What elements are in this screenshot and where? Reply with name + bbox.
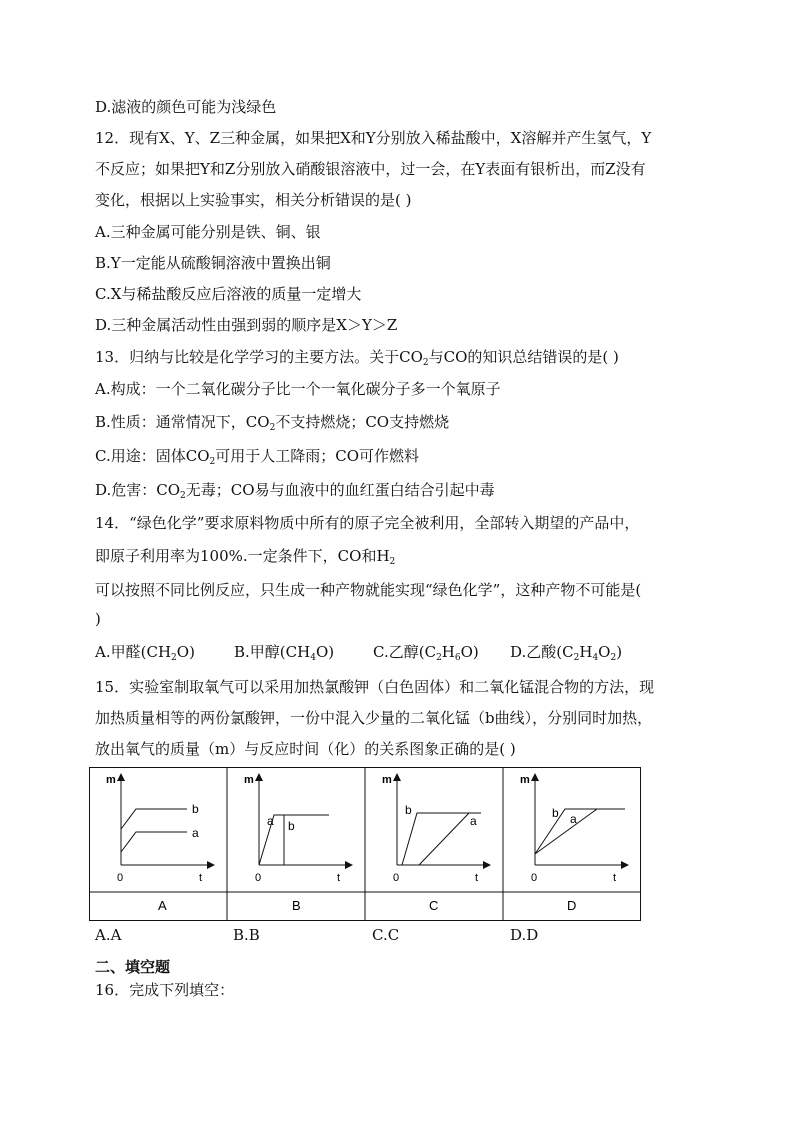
graph-caption-a: A bbox=[158, 898, 167, 913]
section-heading: 二、填空题 bbox=[95, 958, 171, 976]
series-label-a: a bbox=[470, 814, 477, 828]
option-d-q12: D.三种金属活动性由强到弱的顺序是X＞Y＞Z bbox=[95, 316, 398, 334]
graph-table-svg bbox=[89, 767, 641, 921]
graph-caption-d: D bbox=[567, 898, 577, 913]
question-12-text: 不反应；如果把Y和Z分别放入硝酸银溶液中，过一会，在Y表面有银析出，而Z没有 bbox=[95, 160, 646, 178]
co2-formula: $CO_2$ bbox=[185, 447, 216, 467]
option-b-q13: B.性质：通常情况下，$CO_2$不支持燃烧；CO支持燃烧 bbox=[95, 413, 450, 433]
origin-label: 0 bbox=[393, 872, 400, 884]
curve-b bbox=[121, 809, 187, 829]
graph-a bbox=[121, 777, 211, 865]
co2-formula: $CO_2$ bbox=[156, 481, 186, 501]
option-b-q14: B.甲醇$(CH_4O)$ bbox=[234, 643, 335, 663]
graph-table bbox=[89, 767, 641, 921]
co2-formula: $CO_2$ bbox=[399, 348, 429, 368]
x-axis-label: t bbox=[475, 872, 479, 884]
x-axis-label: t bbox=[337, 872, 341, 884]
question-14-text: ) bbox=[95, 610, 101, 628]
curve-a bbox=[535, 809, 597, 854]
option-d-q14: D.乙酸$(C_2H_4O_2)$ bbox=[510, 643, 623, 663]
co2-formula: $CO_2$ bbox=[245, 413, 276, 433]
option-b-q12: B.Y一定能从硫酸铜溶液中置换出铜 bbox=[95, 254, 331, 272]
question-12-text: 12．现有X、Y、Z三种金属，如果把X和Y分别放入稀盐酸中，X溶解并产生氢气，Y bbox=[95, 129, 652, 147]
curve-a bbox=[419, 813, 469, 865]
option-a-q12: A.三种金属可能分别是铁、铜、银 bbox=[95, 223, 321, 241]
question-12-text: 变化，根据以上实验事实，相关分析错误的是( ) bbox=[95, 191, 412, 209]
y-axis-label: m bbox=[382, 774, 392, 786]
series-label-b: b bbox=[552, 806, 559, 820]
option-a-q13: A.构成：一个二氧化碳分子比一个一氧化碳分子多一个氧原子 bbox=[95, 380, 501, 398]
h2-formula: $H_2$ bbox=[376, 547, 396, 567]
question-15-text: 放出氧气的质量（m）与反应时间（化）的关系图象正确的是( ) bbox=[95, 740, 516, 758]
question-14-text: 可以按照不同比例反应，只生成一种产物就能实现“绿色化学”，这种产物不可能是( bbox=[95, 581, 642, 599]
answer-option-d: D.D bbox=[510, 926, 539, 944]
series-label-a: a bbox=[570, 812, 577, 826]
x-axis-label: t bbox=[199, 872, 203, 884]
series-label-a: a bbox=[267, 814, 274, 828]
y-axis-label: m bbox=[244, 774, 254, 786]
series-label-b: b bbox=[192, 802, 199, 816]
origin-label: 0 bbox=[117, 872, 124, 884]
question-13-text: 13．归纳与比较是化学学习的主要方法。关于$CO_2$与CO的知识总结错误的是( ) bbox=[95, 348, 619, 368]
series-label-b: b bbox=[405, 803, 412, 817]
y-axis-label: m bbox=[520, 774, 530, 786]
question-14-text: 即原子利用率为100%.一定条件下，CO和$H_2$ bbox=[95, 547, 396, 567]
question-14-text: 14．“绿色化学”要求原料物质中所有的原子完全被利用，全部转入期望的产品中， bbox=[95, 514, 640, 532]
option-c-q14: C.乙醇$(C_2H_6O)$ bbox=[373, 643, 479, 663]
question-15-text: 加热质量相等的两份氯酸钾，一份中混入少量的二氧化锰（b曲线），分别同时加热， bbox=[95, 709, 653, 727]
x-axis-label: t bbox=[613, 872, 617, 884]
answer-option-c: C.C bbox=[372, 926, 400, 944]
series-label-a: a bbox=[192, 826, 199, 840]
answer-option-b: B.B bbox=[233, 926, 260, 944]
option-d-q13: D.危害：$CO_2$无毒；CO易与血液中的血红蛋白结合引起中毒 bbox=[95, 481, 495, 501]
origin-label: 0 bbox=[531, 872, 538, 884]
curve-a bbox=[121, 832, 187, 852]
question-15-text: 15．实验室制取氧气可以采用加热氯酸钾（白色固体）和二氧化锰混合物的方法，现 bbox=[95, 678, 655, 696]
option-d-q11: D.滤液的颜色可能为浅绿色 bbox=[95, 98, 277, 116]
answer-option-a: A.A bbox=[95, 926, 122, 944]
option-c-q12: C.X与稀盐酸反应后溶液的质量一定增大 bbox=[95, 285, 362, 303]
origin-label: 0 bbox=[255, 872, 262, 884]
option-c-q13: C.用途：固体$CO_2$可用于人工降雨；CO可作燃料 bbox=[95, 447, 420, 467]
graph-caption-c: C bbox=[429, 898, 439, 913]
question-16-text: 16．完成下列填空： bbox=[95, 981, 235, 999]
curve-b bbox=[535, 809, 625, 854]
graph-caption-b: B bbox=[292, 898, 301, 913]
graph-d bbox=[535, 777, 625, 865]
y-axis-label: m bbox=[106, 774, 116, 786]
option-a-q14: A.甲醛$(CH_2O)$ bbox=[95, 643, 195, 663]
series-label-b: b bbox=[288, 819, 295, 833]
